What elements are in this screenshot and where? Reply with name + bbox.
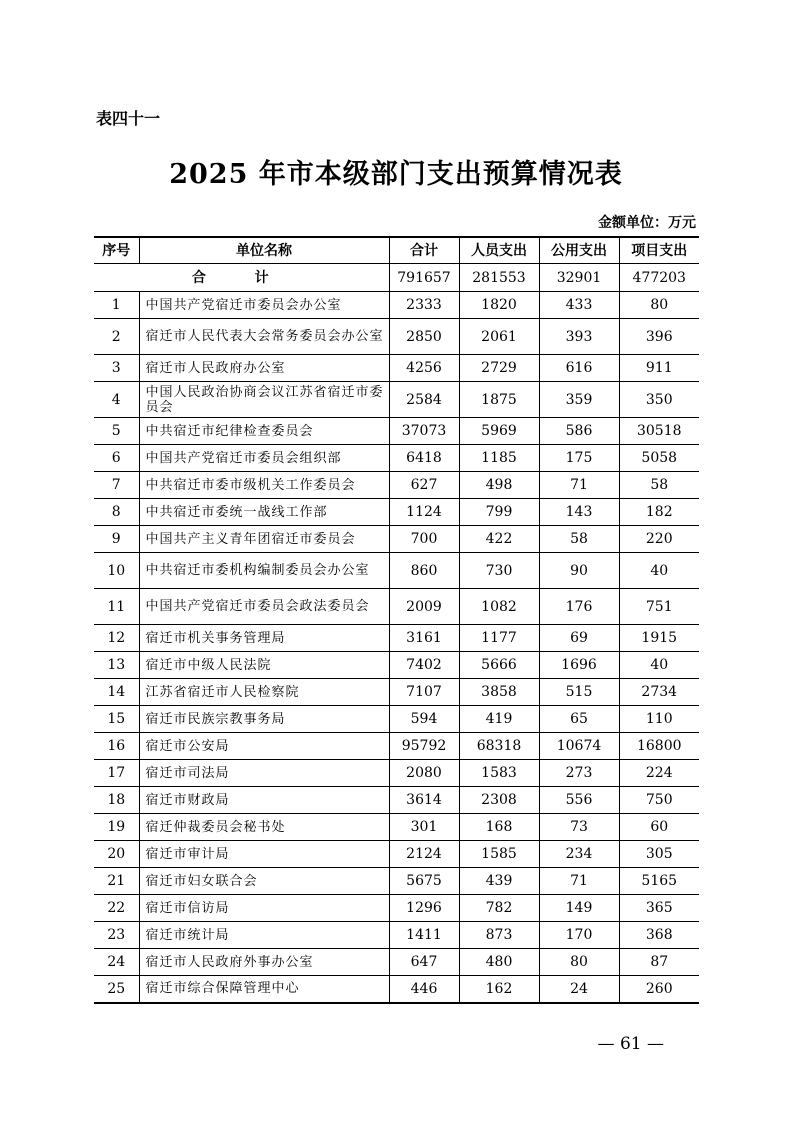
project-expense-cell: 751 (619, 589, 699, 625)
department-name-cell: 宿迁市中级人民法院 (139, 652, 389, 679)
public-expense-cell: 80 (539, 949, 619, 976)
table-row (94, 706, 699, 733)
personnel-cell: 5969 (459, 418, 539, 445)
project-expense-cell: 40 (619, 553, 699, 589)
public-expense-cell: 433 (539, 292, 619, 319)
total-cell: 647 (389, 949, 459, 976)
public-expense-cell: 273 (539, 760, 619, 787)
public-expense-cell: 71 (539, 472, 619, 499)
project-expense-cell: 365 (619, 895, 699, 922)
budget-table (94, 236, 699, 1004)
public-expense-cell: 393 (539, 319, 619, 355)
department-name-cell: 宿迁市人民代表大会常务委员会办公室 (139, 319, 389, 355)
project-expense-cell: 220 (619, 526, 699, 553)
row-number-cell: 9 (94, 526, 139, 553)
public-expense-cell: 170 (539, 922, 619, 949)
total-cell-public: 32901 (539, 264, 619, 292)
total-row (94, 264, 699, 292)
project-expense-cell: 2734 (619, 679, 699, 706)
row-number-cell: 12 (94, 625, 139, 652)
table-row (94, 526, 699, 553)
public-expense-cell: 616 (539, 355, 619, 382)
personnel-cell: 2308 (459, 787, 539, 814)
table-row (94, 652, 699, 679)
row-number-cell: 18 (94, 787, 139, 814)
table-row (94, 499, 699, 526)
project-expense-cell: 368 (619, 922, 699, 949)
personnel-cell: 782 (459, 895, 539, 922)
public-expense-cell: 58 (539, 526, 619, 553)
total-cell-project: 477203 (619, 264, 699, 292)
department-name-cell: 宿迁市财政局 (139, 787, 389, 814)
public-expense-cell: 176 (539, 589, 619, 625)
personnel-cell: 2729 (459, 355, 539, 382)
total-cell: 446 (389, 976, 459, 1003)
personnel-cell: 5666 (459, 652, 539, 679)
column-header-no: 序号 (94, 237, 139, 264)
table-row (94, 733, 699, 760)
department-name-cell: 宿迁市机关事务管理局 (139, 625, 389, 652)
personnel-cell: 2061 (459, 319, 539, 355)
column-header-personnel: 人员支出 (459, 237, 539, 264)
table-row (94, 760, 699, 787)
row-number-cell: 6 (94, 445, 139, 472)
total-cell: 7107 (389, 679, 459, 706)
public-expense-cell: 1696 (539, 652, 619, 679)
total-cell: 4256 (389, 355, 459, 382)
project-expense-cell: 30518 (619, 418, 699, 445)
column-header-total: 合计 (389, 237, 459, 264)
personnel-cell: 1082 (459, 589, 539, 625)
row-number-cell: 19 (94, 814, 139, 841)
department-name-cell: 中共宿迁市委市级机关工作委员会 (139, 472, 389, 499)
total-cell: 1296 (389, 895, 459, 922)
project-expense-cell: 350 (619, 382, 699, 418)
public-expense-cell: 69 (539, 625, 619, 652)
table-row (94, 949, 699, 976)
public-expense-cell: 234 (539, 841, 619, 868)
total-cell: 700 (389, 526, 459, 553)
total-cell: 3614 (389, 787, 459, 814)
project-expense-cell: 911 (619, 355, 699, 382)
personnel-cell: 1185 (459, 445, 539, 472)
table-row (94, 895, 699, 922)
total-cell: 3161 (389, 625, 459, 652)
page-number: — 61 — (597, 1034, 664, 1054)
personnel-cell: 3858 (459, 679, 539, 706)
row-number-cell: 5 (94, 418, 139, 445)
column-header-name: 单位名称 (139, 237, 389, 264)
project-expense-cell: 750 (619, 787, 699, 814)
project-expense-cell: 182 (619, 499, 699, 526)
table-row (94, 814, 699, 841)
row-number-cell: 14 (94, 679, 139, 706)
public-expense-cell: 71 (539, 868, 619, 895)
column-header-public: 公用支出 (539, 237, 619, 264)
table-row (94, 589, 699, 625)
public-expense-cell: 90 (539, 553, 619, 589)
public-expense-cell: 586 (539, 418, 619, 445)
row-number-cell: 10 (94, 553, 139, 589)
table-row (94, 679, 699, 706)
department-name-cell: 宿迁市统计局 (139, 922, 389, 949)
public-expense-cell: 359 (539, 382, 619, 418)
table-row (94, 382, 699, 418)
unit-note: 金额单位：万元 (598, 215, 696, 231)
total-cell: 95792 (389, 733, 459, 760)
total-cell: 2333 (389, 292, 459, 319)
row-number-cell: 16 (94, 733, 139, 760)
department-name-cell: 中共宿迁市纪律检查委员会 (139, 418, 389, 445)
table-row (94, 355, 699, 382)
personnel-cell: 799 (459, 499, 539, 526)
row-number-cell: 7 (94, 472, 139, 499)
project-expense-cell: 260 (619, 976, 699, 1003)
public-expense-cell: 556 (539, 787, 619, 814)
total-cell: 1124 (389, 499, 459, 526)
table-row (94, 868, 699, 895)
project-expense-cell: 5058 (619, 445, 699, 472)
department-name-cell: 宿迁市公安局 (139, 733, 389, 760)
total-label: 合 计 (94, 264, 389, 292)
personnel-cell: 730 (459, 553, 539, 589)
total-cell: 37073 (389, 418, 459, 445)
public-expense-cell: 73 (539, 814, 619, 841)
project-expense-cell: 1915 (619, 625, 699, 652)
total-cell: 5675 (389, 868, 459, 895)
page-title: 2025 年市本级部门支出预算情况表 (169, 159, 623, 190)
department-name-cell: 宿迁市审计局 (139, 841, 389, 868)
table-row (94, 625, 699, 652)
department-name-cell: 宿迁市妇女联合会 (139, 868, 389, 895)
total-cell: 2009 (389, 589, 459, 625)
project-expense-cell: 16800 (619, 733, 699, 760)
department-name-cell: 宿迁市人民政府办公室 (139, 355, 389, 382)
table-row (94, 319, 699, 355)
row-number-cell: 2 (94, 319, 139, 355)
personnel-cell: 422 (459, 526, 539, 553)
project-expense-cell: 305 (619, 841, 699, 868)
row-number-cell: 21 (94, 868, 139, 895)
personnel-cell: 68318 (459, 733, 539, 760)
public-expense-cell: 65 (539, 706, 619, 733)
total-cell-total: 791657 (389, 264, 459, 292)
department-name-cell: 中共宿迁市委统一战线工作部 (139, 499, 389, 526)
row-number-cell: 4 (94, 382, 139, 418)
project-expense-cell: 5165 (619, 868, 699, 895)
total-cell-personnel: 281553 (459, 264, 539, 292)
table-row (94, 418, 699, 445)
table-row (94, 292, 699, 319)
project-expense-cell: 60 (619, 814, 699, 841)
table-row (94, 976, 699, 1003)
row-number-cell: 22 (94, 895, 139, 922)
table-row (94, 787, 699, 814)
department-name-cell: 江苏省宿迁市人民检察院 (139, 679, 389, 706)
department-name-cell: 宿迁市民族宗教事务局 (139, 706, 389, 733)
project-expense-cell: 224 (619, 760, 699, 787)
personnel-cell: 168 (459, 814, 539, 841)
table-row (94, 445, 699, 472)
total-cell: 2080 (389, 760, 459, 787)
public-expense-cell: 143 (539, 499, 619, 526)
total-cell: 6418 (389, 445, 459, 472)
project-expense-cell: 87 (619, 949, 699, 976)
total-cell: 2124 (389, 841, 459, 868)
department-name-cell: 宿迁仲裁委员会秘书处 (139, 814, 389, 841)
personnel-cell: 1583 (459, 760, 539, 787)
personnel-cell: 1875 (459, 382, 539, 418)
table-row (94, 553, 699, 589)
row-number-cell: 25 (94, 976, 139, 1003)
department-name-cell: 中国共产主义青年团宿迁市委员会 (139, 526, 389, 553)
public-expense-cell: 149 (539, 895, 619, 922)
total-cell: 1411 (389, 922, 459, 949)
table-row (94, 841, 699, 868)
row-number-cell: 20 (94, 841, 139, 868)
total-cell: 2584 (389, 382, 459, 418)
department-name-cell: 中国共产党宿迁市委员会政法委员会 (139, 589, 389, 625)
department-name-cell: 宿迁市人民政府外事办公室 (139, 949, 389, 976)
project-expense-cell: 80 (619, 292, 699, 319)
column-header-project: 项目支出 (619, 237, 699, 264)
row-number-cell: 1 (94, 292, 139, 319)
total-cell: 2850 (389, 319, 459, 355)
total-cell: 7402 (389, 652, 459, 679)
personnel-cell: 1177 (459, 625, 539, 652)
department-name-cell: 中国人民政治协商会议江苏省宿迁市委员会 (139, 382, 389, 418)
row-number-cell: 17 (94, 760, 139, 787)
table-row (94, 472, 699, 499)
project-expense-cell: 110 (619, 706, 699, 733)
row-number-cell: 13 (94, 652, 139, 679)
department-name-cell: 宿迁市综合保障管理中心 (139, 976, 389, 1003)
personnel-cell: 1585 (459, 841, 539, 868)
department-name-cell: 中国共产党宿迁市委员会办公室 (139, 292, 389, 319)
public-expense-cell: 175 (539, 445, 619, 472)
public-expense-cell: 10674 (539, 733, 619, 760)
row-number-cell: 15 (94, 706, 139, 733)
project-expense-cell: 396 (619, 319, 699, 355)
row-number-cell: 23 (94, 922, 139, 949)
public-expense-cell: 24 (539, 976, 619, 1003)
table-row (94, 922, 699, 949)
department-name-cell: 宿迁市信访局 (139, 895, 389, 922)
personnel-cell: 1820 (459, 292, 539, 319)
personnel-cell: 480 (459, 949, 539, 976)
personnel-cell: 873 (459, 922, 539, 949)
row-number-cell: 8 (94, 499, 139, 526)
total-cell: 301 (389, 814, 459, 841)
personnel-cell: 419 (459, 706, 539, 733)
total-cell: 594 (389, 706, 459, 733)
row-number-cell: 11 (94, 589, 139, 625)
table-header-row (94, 237, 699, 264)
department-name-cell: 中国共产党宿迁市委员会组织部 (139, 445, 389, 472)
department-name-cell: 中共宿迁市委机构编制委员会办公室 (139, 553, 389, 589)
table-label: 表四十一 (96, 109, 161, 128)
row-number-cell: 3 (94, 355, 139, 382)
project-expense-cell: 58 (619, 472, 699, 499)
total-cell: 627 (389, 472, 459, 499)
row-number-cell: 24 (94, 949, 139, 976)
department-name-cell: 宿迁市司法局 (139, 760, 389, 787)
personnel-cell: 498 (459, 472, 539, 499)
public-expense-cell: 515 (539, 679, 619, 706)
personnel-cell: 439 (459, 868, 539, 895)
total-cell: 860 (389, 553, 459, 589)
project-expense-cell: 40 (619, 652, 699, 679)
personnel-cell: 162 (459, 976, 539, 1003)
